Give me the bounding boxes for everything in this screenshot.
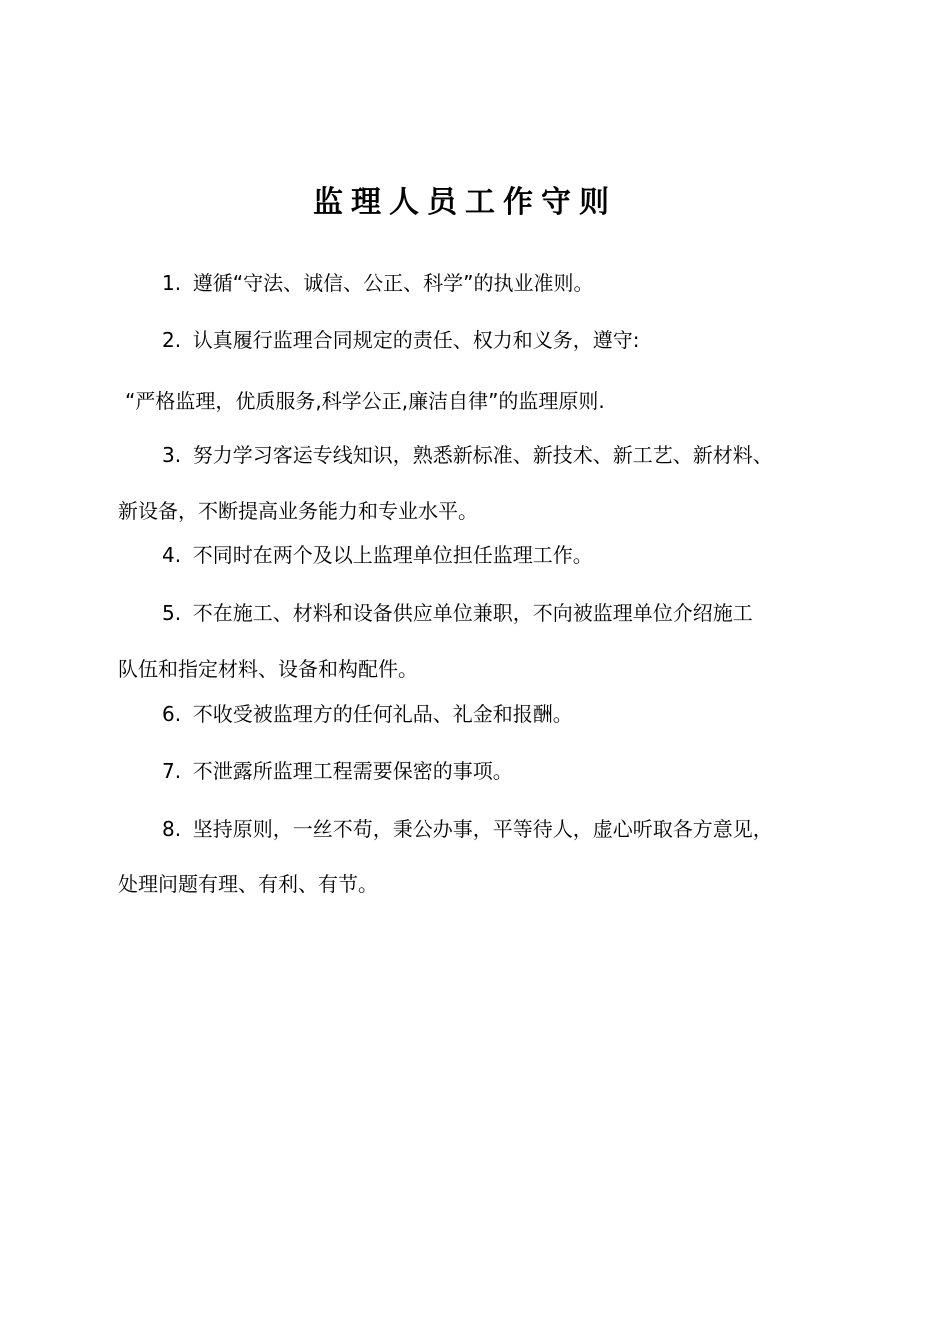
rule-item-3	[162, 440, 773, 470]
rule-number-separator: .	[174, 759, 182, 783]
rule-item-5	[162, 598, 753, 628]
rule-number-separator: .	[174, 443, 182, 467]
rule-number-separator: .	[174, 702, 182, 726]
rule-number: 2	[162, 328, 175, 352]
rule-number: 4	[162, 543, 175, 567]
rule-text: 坚持原则，一丝不苟，秉公办事，平等待人，虚心听取各方意见，	[192, 817, 773, 841]
rule-number-separator: .	[174, 271, 182, 295]
rule-item-6	[162, 699, 573, 729]
rule-text: 努力学习客运专线知识，熟悉新标准、新技术、新工艺、新材料、	[192, 443, 773, 467]
rule-item-2	[162, 325, 639, 355]
rule-number: 6	[162, 702, 175, 726]
rule-number-separator: .	[174, 543, 182, 567]
document-title: 监理人员工作守则	[313, 185, 617, 220]
rule-text: 不同时在两个及以上监理单位担任监理工作。	[192, 543, 593, 567]
rule-number: 7	[162, 759, 175, 783]
rule-text: 认真履行监理合同规定的责任、权力和义务，遵守:	[192, 328, 640, 352]
rule-number-separator: .	[174, 817, 182, 841]
rule-number-separator: .	[174, 328, 182, 352]
rule-item-1	[162, 268, 593, 298]
rule-text: 不在施工、材料和设备供应单位兼职，不向被监理单位介绍施工	[192, 601, 753, 625]
rule-item-7	[162, 756, 513, 786]
rule-number: 3	[162, 443, 175, 467]
rule-number: 1	[162, 271, 175, 295]
rule-text: 不收受被监理方的任何礼品、礼金和报酬。	[192, 702, 573, 726]
rule-number: 8	[162, 817, 175, 841]
rule-item-2-continuation: “严格监理，优质服务,科学公正,廉洁自律”的监理原则.	[125, 389, 605, 413]
rule-item-5-continuation: 队伍和指定材料、设备和构配件。	[118, 657, 418, 681]
rule-item-8-continuation: 处理问题有理、有利、有节。	[118, 872, 378, 896]
rule-item-3-continuation: 新设备，不断提高业务能力和专业水平。	[118, 499, 478, 523]
rule-text: 遵循“守法、诚信、公正、科学”的执业准则。	[192, 271, 594, 295]
rule-number: 5	[162, 601, 175, 625]
rule-item-8	[162, 814, 773, 844]
rule-number-separator: .	[174, 601, 182, 625]
rule-text: 不泄露所监理工程需要保密的事项。	[192, 759, 513, 783]
rule-item-4	[162, 540, 593, 570]
